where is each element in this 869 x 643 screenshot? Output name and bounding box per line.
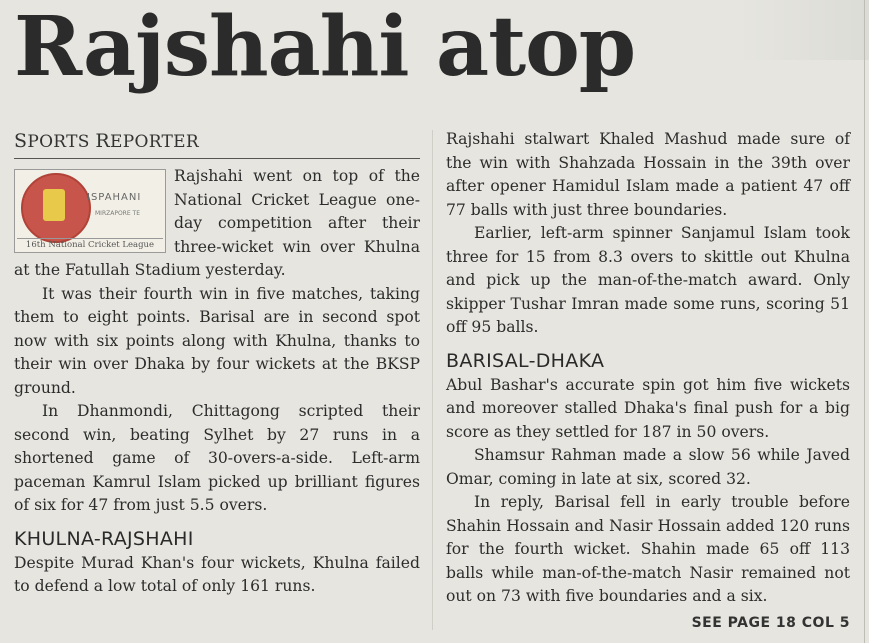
adjacent-page-bleed xyxy=(739,0,869,60)
paragraph: In reply, Barisal fell in early trouble before Shahin Hossain and Nasir Hossain added 120 runs for the fourth wicket. Shahin made 65 off 113 balls while man-of-the-match Nasir remained not out on 73 with five boundaries and a six. xyxy=(446,493,850,605)
column-divider xyxy=(432,130,433,630)
left-column xyxy=(14,130,420,599)
tournament-logo xyxy=(14,169,166,253)
paragraph: Rajshahi stalwart Khaled Mashud made sure of the win with Shahzada Hossain in the 39th over after opener Hamidul Islam made a patient 47 off 77 balls with just three boundaries. xyxy=(446,130,850,219)
paragraph: Earlier, left-arm spinner Sanjamul Islam took three for 15 from 8.3 overs to skittle out Khulna and pick up the man-of-the-match award. Only skipper Tushar Imran made some runs, scoring 51 off 95 balls. xyxy=(446,224,850,336)
paragraph: Abul Bashar's accurate spin got him five wickets and moreover stalled Dhaka's final push for a big score as they settled for 187 in 50 overs. xyxy=(446,375,850,441)
logo-seal-icon xyxy=(21,173,91,243)
headline: Rajshahi atop xyxy=(14,0,636,95)
paragraph: Shamsur Rahman made a slow 56 while Javed Omar, coming in late at six, scored 32. xyxy=(446,446,850,488)
page-edge-rule xyxy=(864,0,865,643)
subhead-barisal-dhaka: BARISAL-DHAKA xyxy=(446,349,605,372)
logo-footer: 16th National Cricket League xyxy=(17,238,163,250)
right-column xyxy=(446,128,850,631)
paragraph: In Dhanmondi, Chittagong scripted their second win, beating Sylhet by 27 runs in a shortened game of 30-overs-a-side. Left-arm paceman Kamrul Islam picked up brilliant figures of six for 47 from just 5.5 overs. xyxy=(14,402,420,514)
paragraph: Despite Murad Khan's four wickets, Khulna failed to defend a low total of only 161 runs. xyxy=(14,553,420,595)
subhead-khulna-rajshahi: KHULNA-RAJSHAHI xyxy=(14,527,194,550)
paragraph: It was their fourth win in five matches, taking them to eight points. Barisal are in second spot now with six points along with Khulna, thanks to their win over Dhaka by four wickets at the BKSP ground. xyxy=(14,284,420,397)
logo-name: ISPAHANI xyxy=(87,192,142,203)
byline: SPORTS REPORTER xyxy=(14,130,420,159)
logo-sub: MIRZAPORE TE xyxy=(95,210,140,217)
lead-paragraph: Rajshahi went on top of the National Cricket League one-day competition after their three-wicket win over Khulna at the Fatullah Stadium yesterday. xyxy=(14,167,420,279)
continued-jump-line: SEE PAGE 18 COL 5 xyxy=(691,614,850,631)
